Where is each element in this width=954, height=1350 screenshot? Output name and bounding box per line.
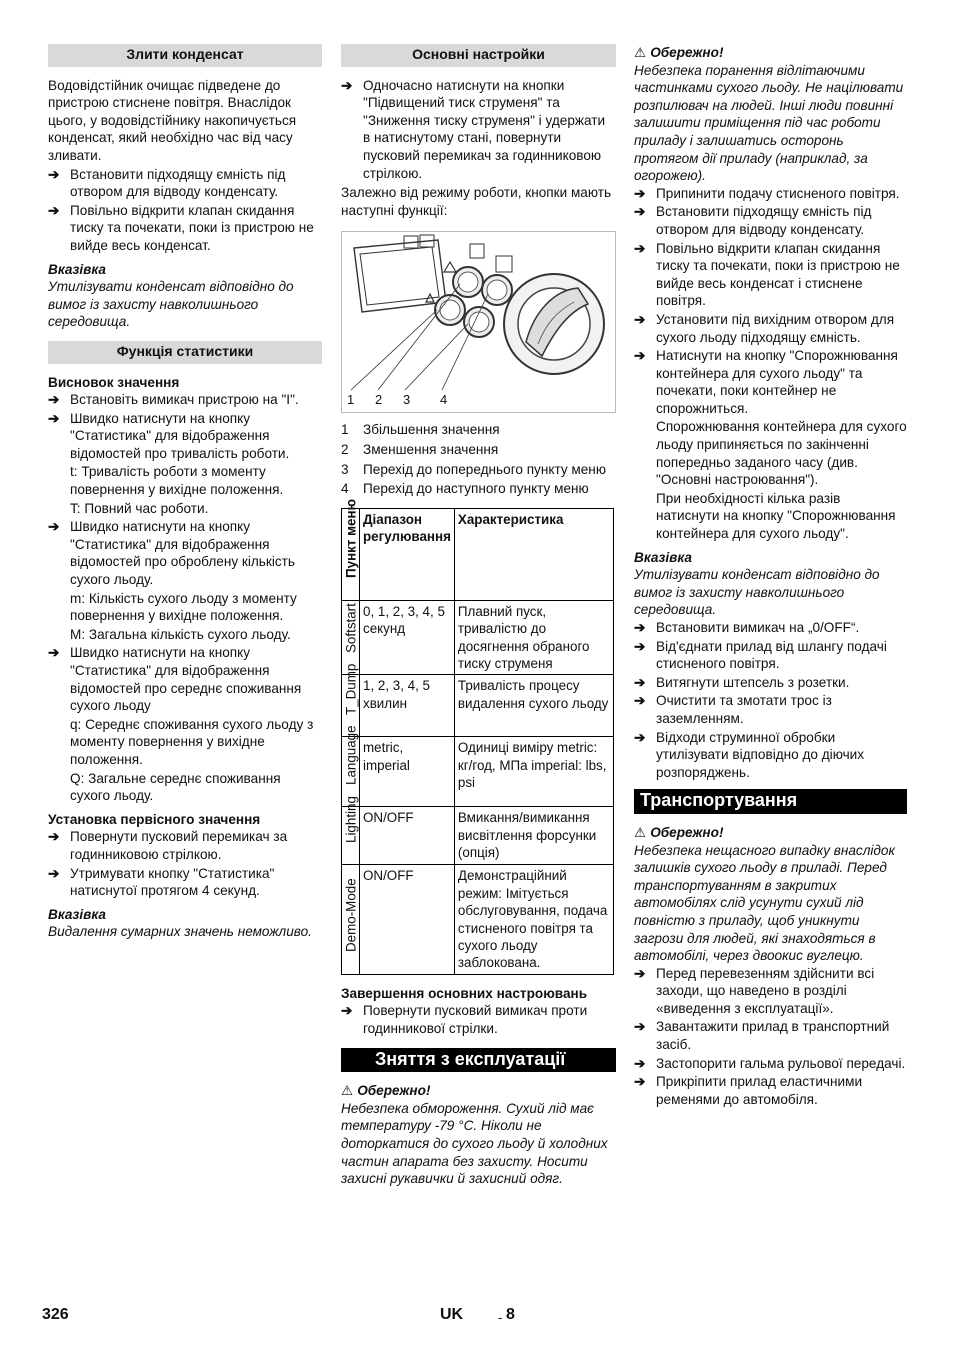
table-header-range: Діапазон регулювання: [360, 508, 455, 600]
legend-item: [341, 421, 616, 439]
indented-text: q: Середнє споживання сухого льоду з моменту повернення у вихідне положення.: [70, 716, 314, 767]
bullet-item: ➔ Завантажити прилад в транспортний засіб.: [634, 1018, 907, 1053]
table-cell-menu: T_Dump: [342, 675, 360, 737]
note-label: Вказівка: [48, 906, 106, 922]
table-cell-characteristic: Тривалість процесу видалення сухого льоду: [454, 675, 613, 737]
bullet-item: ➔ Від'єднати прилад від шлангу подачі стисненого повітря.: [634, 638, 907, 673]
callout-4: 4: [440, 392, 448, 408]
bullet-item: ➔ Повернути пусковий перемикач за годинниковою стрілкою.: [48, 828, 322, 863]
column-1: [48, 44, 322, 941]
warning-text: Небезпека поранення відлітаючими частинками сухого льоду. Не націлювати розпилювач на людей. Інші люди повинні залишити приміщення під час роботи приладу і залишатись осторонь протягом дії приладу (наприклад, за огорожею).: [634, 62, 904, 184]
legend-item: [341, 480, 616, 498]
legend-text: Перехід до попереднього пункту меню: [363, 461, 607, 477]
legend-number: 2: [341, 441, 349, 457]
paragraph: Водовідстійник очищає підведене до пристрою стиснене повітря. Внаслідок цього, у водовідстійнику накопичується конденсат, який необхідно час від часу зливати.: [48, 77, 297, 163]
bullet-item: ➔ Встановити підходящу ємність під отвором для відводу конденсату.: [48, 166, 322, 201]
section-heading-drain-condensate: Злити конденсат: [48, 44, 322, 67]
bullet-item: ➔ Витягнути штепсель з розетки.: [634, 674, 907, 692]
note-text: Утилізувати конденсат відповідно до вимог із захисту навколишнього середовища.: [48, 279, 294, 330]
note-text: Видалення сумарних значень неможливо.: [48, 924, 312, 940]
table-cell-range: ON/OFF: [360, 807, 455, 865]
table-cell-range: metric, imperial: [360, 737, 455, 807]
table-cell-menu: Softstart: [342, 600, 360, 675]
bullet-item: ➔ Прикріпити прилад еластичними ременями до автомобіля.: [634, 1073, 907, 1108]
callout-1: 1: [347, 392, 355, 408]
section-heading-statistics: Функція статистики: [48, 341, 322, 364]
bullet-item: ➔ Повільно відкрити клапан скидання тиску та почекати, поки із пристрою не вийде весь конденсат.: [48, 202, 322, 255]
table-row: [342, 675, 614, 737]
table-header-characteristic: Характеристика: [454, 508, 613, 600]
paragraph: Залежно від режиму роботи, кнопки мають наступні функції:: [341, 185, 612, 218]
bullet-item: ➔ Одночасно натиснути на кнопки "Підвищений тиск струменя" та "Зниження тиску струменя" і удержати в натиснутому стані, повернути пусковий перемикач за годинниковою стрілкою.: [341, 77, 616, 183]
warning-triangle-icon: ⚠: [634, 824, 647, 840]
indented-text: T: Повний час роботи.: [70, 500, 209, 516]
footer-dash: -: [498, 1310, 503, 1325]
page-number: 326: [42, 1306, 69, 1323]
legend-item: [341, 441, 616, 459]
note-label: Вказівка: [48, 261, 106, 277]
warning-label: ⚠ Обережно!: [634, 45, 724, 60]
warning-text: Небезпека нещасного випадку внаслідок залишків сухого льоду в приладі. Перед транспортуванням в закритих автомобілях слід усунути сухий лід повністю з приладу, щоб уникнути загрози для людей, які знаходяться в автомобілі, через двоокис вуглецю.: [634, 842, 895, 964]
table-cell-range: ON/OFF: [360, 865, 455, 974]
bullet-item: ➔ Відходи струминної обробки утилізувати відповідно до діючих розпоряджень.: [634, 729, 907, 782]
callout-3: 3: [403, 392, 411, 408]
legend-text: Зменшення значення: [363, 441, 499, 457]
table-cell-menu: Demo-Mode: [342, 865, 360, 974]
figure-legend: [341, 421, 616, 497]
warning-triangle-icon: ⚠: [634, 45, 647, 60]
table-row: [342, 737, 614, 807]
bullet-item: ➔ Припинити подачу стисненого повітря.: [634, 185, 907, 203]
legend-number: 4: [341, 481, 349, 497]
warning-text: Небезпека обмороження. Сухий лід має температуру -79 °C. Ніколи не доторкатися до сухого льоду й холодних частин апарата без захисту. Носити захисні рукавички й захисний одяг.: [341, 1100, 608, 1187]
settings-table: [341, 499, 614, 975]
bullet-item: ➔ Швидко натиснути на кнопку "Статистика" для відображення відомостей про тривалість роботи.: [48, 410, 322, 463]
table-cell-menu: Language: [342, 737, 360, 807]
subheading-output-value: Висновок значення: [48, 374, 180, 390]
chapter-heading-decommissioning: Зняття з експлуатації: [341, 1048, 616, 1073]
table-cell-characteristic: Одиниці виміру metric: кг/год, МПа imperial: lbs, psi: [454, 737, 613, 807]
column-3: [634, 44, 907, 1109]
control-panel-figure: [341, 231, 616, 413]
subheading-finish-settings: Завершення основних настроювань: [341, 985, 588, 1001]
legend-number: 1: [341, 422, 349, 438]
table-cell-range: 0, 1, 2, 3, 4, 5 секунд: [360, 600, 455, 675]
table-cell-range: 1, 2, 3, 4, 5 хвилин: [360, 675, 455, 737]
bullet-item: ➔ Встановіть вимикач пристрою на "I".: [48, 391, 322, 409]
indented-text: M: Загальна кількість сухого льоду.: [70, 626, 291, 642]
note-text: Утилізувати конденсат відповідно до вимог із захисту навколишнього середовища.: [634, 567, 880, 618]
indented-text: t: Тривалість роботи з моменту повернення у вихідне положення.: [70, 464, 284, 498]
callout-2: 2: [375, 392, 383, 408]
chapter-heading-transport: Транспортування: [634, 789, 907, 814]
table-row: [342, 865, 614, 974]
note-label: Вказівка: [634, 549, 692, 565]
legend-number: 3: [341, 461, 349, 477]
section-heading-basic-settings: Основні настройки: [341, 44, 616, 67]
bullet-item: ➔ Швидко натиснути на кнопку "Статистика" для відображення відомостей про середнє споживання сухого льоду: [48, 644, 322, 714]
table-header-row: [342, 508, 614, 600]
table-header-menu: Пункт меню: [342, 508, 360, 600]
bullet-item: ➔ Повільно відкрити клапан скидання тиску та почекати, поки із пристрою не вийде весь конденсат і стиснене повітря.: [634, 240, 907, 310]
legend-text: Збільшення значення: [363, 422, 500, 438]
indented-text: При необхідності кілька разів натиснути на кнопку "Спорожнювання контейнера для сухого льоду".: [656, 490, 896, 542]
legend-text: Перехід до наступного пункту меню: [363, 481, 589, 497]
bullet-item: ➔ Перед перевезенням здійснити всі заходи, що наведено в розділі «виведення з експлуатації».: [634, 965, 907, 1018]
table-cell-characteristic: Плавний пуск, тривалістю до досягнення обраного тиску струменя: [454, 600, 613, 675]
warning-label: ⚠ Обережно!: [341, 1083, 431, 1099]
table-cell-characteristic: Демонстраційний режим: Імітується обслуговування, подача стисненого повітря та сухого льоду заблокована.: [454, 865, 613, 974]
bullet-item: ➔ Швидко натиснути на кнопку "Статистика" для відображення відомостей про оброблену кількість сухого льоду.: [48, 518, 322, 588]
column-2: [341, 44, 616, 1188]
table-cell-characteristic: Вмикання/вимикання висвітлення форсунки (опція): [454, 807, 613, 865]
bullet-item: ➔ Натиснути на кнопку "Спорожнювання контейнера для сухого льоду" та почекати, поки контейнер не спорожниться.: [634, 347, 907, 417]
subheading-initial-value: Установка первісного значення: [48, 811, 261, 827]
bullet-item: ➔ Застопорити гальма рульової передачі.: [634, 1055, 907, 1073]
warning-label: ⚠ Обережно!: [634, 824, 724, 840]
table-row: [342, 600, 614, 675]
table-row: [342, 807, 614, 865]
indented-text: m: Кількість сухого льоду з моменту повернення у вихідне положення.: [70, 590, 297, 624]
bullet-item: ➔ Встановити вимикач на „0/OFF“.: [634, 619, 907, 637]
bullet-item: ➔ Повернути пусковий вимикач проти годинникової стрілки.: [341, 1002, 616, 1037]
control-panel-illustration: [342, 232, 616, 413]
bullet-item: ➔ Встановити підходящу ємність під отвором для відводу конденсату.: [634, 203, 907, 238]
section-page-number: 8: [506, 1306, 515, 1323]
indented-text: Q: Загальне середнє споживання сухого льоду.: [70, 770, 281, 804]
indented-text: Спорожнювання контейнера для сухого льоду припиняється по закінченні попередньо заданого часу (див. "Основні настроювання").: [656, 419, 907, 488]
bullet-item: ➔ Очистити та змотати трос із заземленням.: [634, 692, 907, 727]
table-cell-menu: Lighting: [342, 807, 360, 865]
language-code: UK: [440, 1306, 464, 1323]
warning-triangle-icon: ⚠: [341, 1083, 354, 1099]
bullet-item: ➔ Установити під вихідним отвором для сухого льоду підходящу ємність.: [634, 311, 907, 346]
legend-item: [341, 461, 616, 479]
bullet-item: ➔ Утримувати кнопку "Статистика" натиснутої протягом 4 секунд.: [48, 865, 322, 900]
